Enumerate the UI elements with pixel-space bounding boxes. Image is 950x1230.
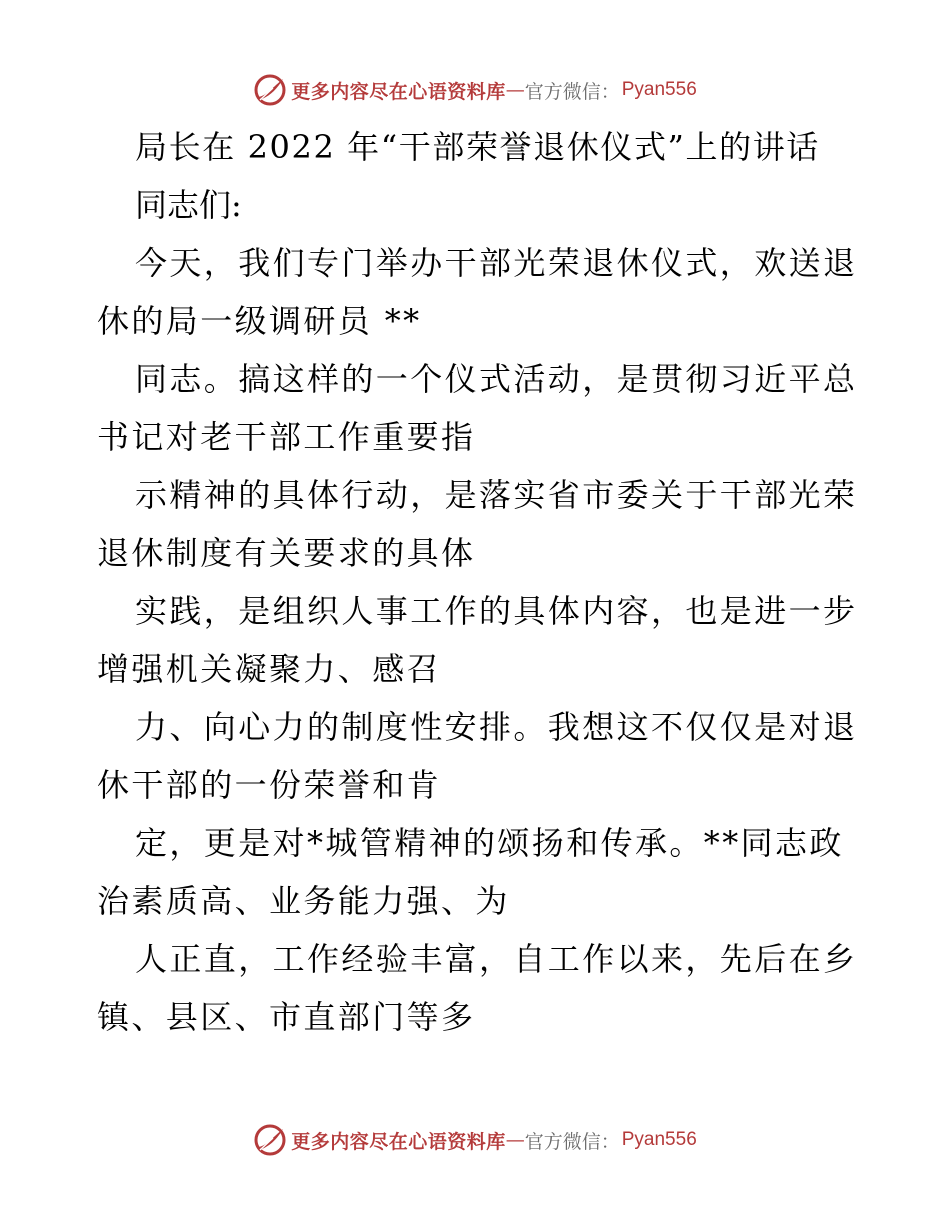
text-line: 同志。搞这样的一个仪式活动，是贯彻习近平总 [135, 360, 858, 398]
footer-banner [0, 1120, 950, 1160]
text-line: 人正直，工作经验丰富，自工作以来，先后在乡 [135, 940, 858, 978]
quill-logo-icon [253, 73, 287, 107]
text-line: 书记对老干部工作重要指 [97, 418, 476, 456]
text-line: 治素质高、业务能力强、为 [97, 882, 510, 920]
banner-dash: — [505, 79, 525, 101]
quill-logo-icon [253, 1123, 287, 1157]
text-line: 示精神的具体行动，是落实省市委关于干部光荣 [135, 476, 858, 514]
banner-main-text: 更多内容尽在心语资料库 [291, 80, 506, 103]
text-line: 实践，是组织人事工作的具体内容，也是进一步 [135, 592, 858, 630]
text-line: 今天，我们专门举办干部光荣退休仪式，欢送退 [135, 244, 858, 282]
banner-wechat-label: 官方微信： [524, 80, 620, 103]
banner-main-text: 更多内容尽在心语资料库 [291, 1130, 506, 1153]
text-line: 休的局一级调研员 ** [97, 302, 422, 340]
banner-wechat-id: Pyan556 [621, 1129, 697, 1150]
text-line: 增强机关凝聚力、感召 [97, 650, 442, 688]
header-banner [0, 70, 950, 110]
document-title: 局长在 2022 年“干部荣誉退休仪式”上的讲话 [135, 128, 820, 166]
document-body [97, 118, 857, 1046]
text-line: 定，更是对*城管精神的颂扬和传承。**同志政 [135, 824, 844, 862]
text-line: 同志们: [135, 186, 242, 224]
banner-dash: — [505, 1129, 525, 1151]
text-line: 休干部的一份荣誉和肯 [97, 766, 442, 804]
text-line: 镇、县区、市直部门等多 [97, 998, 476, 1036]
banner-wechat-id: Pyan556 [621, 79, 697, 100]
text-line: 退休制度有关要求的具体 [97, 534, 476, 572]
text-line: 力、向心力的制度性安排。我想这不仅仅是对退 [135, 708, 858, 746]
banner-wechat-label: 官方微信： [524, 1130, 620, 1153]
